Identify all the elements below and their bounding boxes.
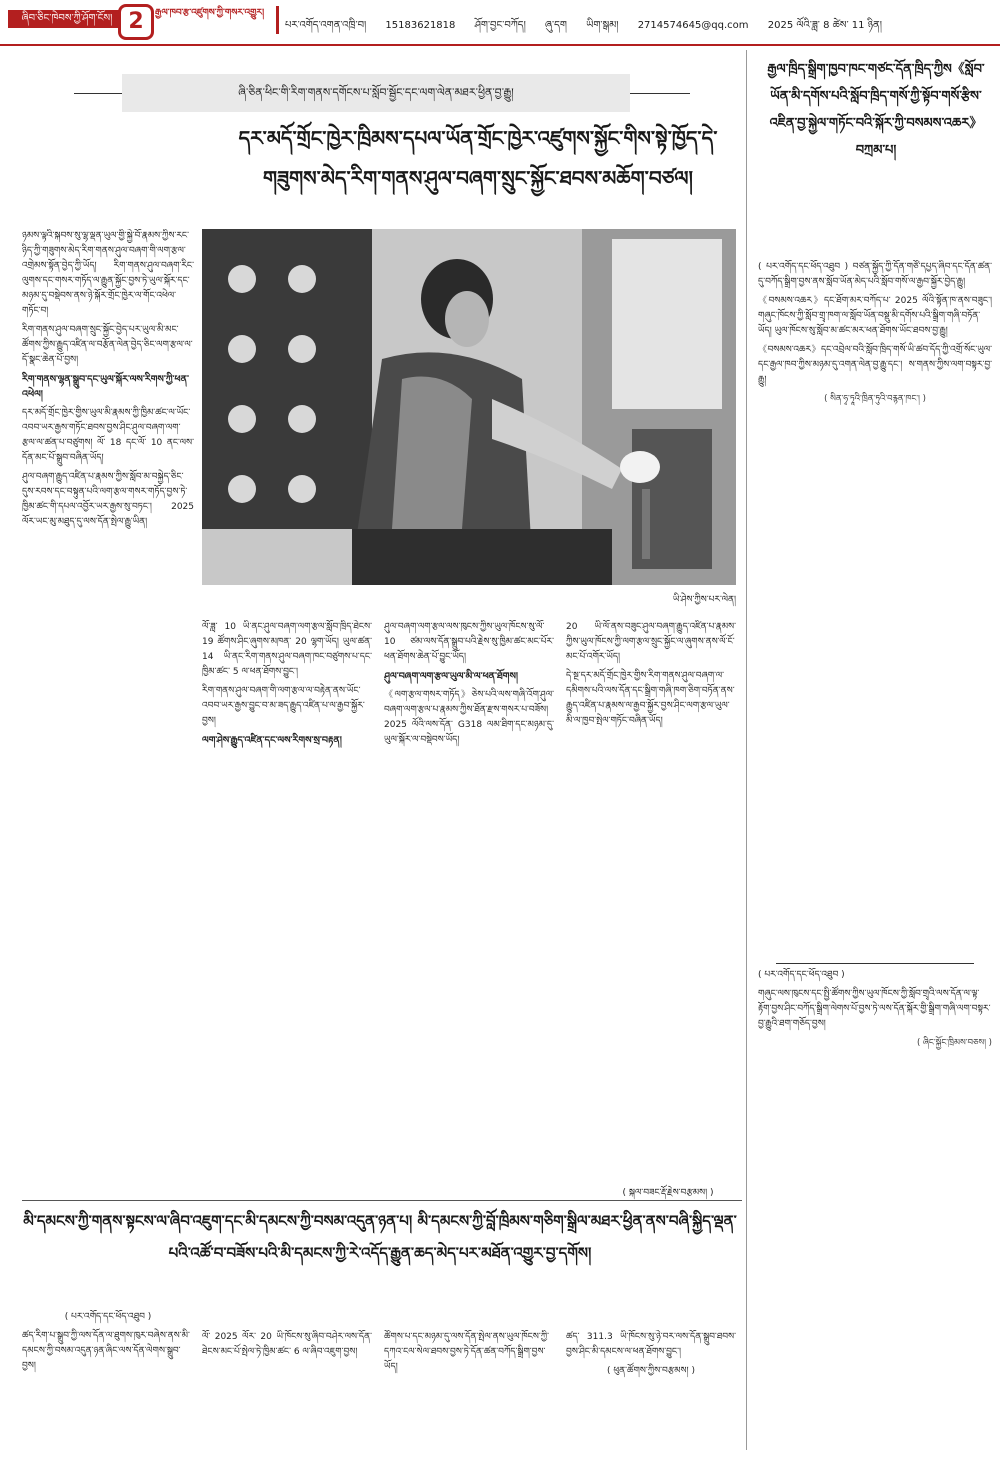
bottom-divider: [22, 1200, 742, 1201]
column-divider: [746, 50, 747, 1450]
photo-caption: ཡི་ཤེས་ཀྱིས་པར་ལེན།: [672, 595, 736, 605]
issue-date: 2025 ལོའི་ཟླ་ 8 ཚེས་ 11 ཉིན།: [767, 20, 882, 31]
lead-subhead: ལག་ཤེས་རྒྱུད་འཛིན་དང་ལས་རིགས་སྲ་བརྟན།: [202, 735, 342, 746]
lead-paragraph: དར་མདོ་གྲོང་ཁྱེར་གྱིས་ཡུལ་མི་རྣམས་ཀྱི་ཁྱིམ་ཚང་ལ་ཡོང་འབབ་ཡར་རྒྱས་གཏོང་ཐབས་བྱས་ཤིང་ཤུལ་བཞག་ལག་རྩལ་ལ་ཚན་པ་བཙུགས། ལོ་ 18 དང་ལོ་ 10 ནང་ལས་དོན་མང་པོ་སྒྲུབ་བཞིན་ཡོད།: [22, 408, 194, 463]
bottom-article-headline: མི་དམངས་ཀྱི་གནས་སྟངས་ལ་ཞིབ་འཇུག་དང་མི་དམངས་ཀྱི་བསམ་འདུན་ཉན་པ། མི་དམངས་ཀྱི་བློ་ཁྲིམས་གཅིག་སྒྲིལ་མཐར་ཕྱིན་ནས་བཞི་སྐྱིད་ལྡན་པའི་འཚོ་བ་བཟོས་པའི་མི་དམངས་ཀྱི་རེ་འདོད་རྒྱུན་ཆད་མེད་པར་མཐོན་འགྱུར་བྱ་དགོས།: [23, 1212, 737, 1262]
kicker-rule-left: [74, 93, 122, 94]
email: 2714574645@qq.com: [637, 20, 749, 31]
lead-kicker: ཞི་ཅིན་ཕིང་གི་རིག་གནས་དགོངས་པ་སློབ་སྦྱོང་དང་ལག་ལེན་མཐར་ཕྱིན་བྱ་རྒྱུ།: [122, 74, 630, 112]
bottom-column-d: [566, 1330, 736, 1450]
section-title: རྒྱལ་ཁབ་རྩ་འཛུགས་ཀྱི་གསར་འགྱུར།: [155, 8, 265, 18]
lead-subhead: རིག་གནས་ལྷན་སྒྲུབ་དང་ཡུལ་སྐོར་ལས་རིགས་ཀྱི་ཕན་འཕེལ།: [22, 374, 189, 400]
lead-column-d: [566, 620, 736, 1100]
editor-label: པར་འགོད་འགན་འཁྲི་བ།: [285, 20, 367, 31]
bottom-column-c: [384, 1330, 554, 1450]
page-number-badge: 2: [118, 4, 154, 40]
lead-paragraph: རིག་གནས་ཤུལ་བཞག་གི་ལག་རྩལ་ལ་བརྟེན་ནས་ཡོང་འབབ་ཡར་རྒྱས་བྱུང་བ་མ་ཟད་རྒྱུད་འཛིན་པ་ལ་རྒྱབ་སྐྱོར་བྱས།: [202, 686, 365, 726]
lead-photo-image: [202, 229, 736, 585]
bottom-column-a: [22, 1310, 194, 1450]
header-info: [285, 14, 995, 42]
lead-paragraph: ཤུལ་བཞག་ལག་རྩལ་ལས་ཁུངས་ཀྱིས་ཡུལ་ཁོངས་སུ་ལོ་ 10 ཙམ་ལས་དོན་སྒྲུབ་པའི་རྗེས་སུ་ཁྱིམ་ཚང་མང་པོར་ཕན་ཐོགས་ཆེན་པོ་བྱུང་ཡོད།: [384, 622, 554, 662]
lead-headline-line-2: གཟུགས་མེད་རིག་གནས་ཤུལ་བཞག་སྲུང་སྐྱོང་ཐབས་མཆོག་བཙལ།: [263, 166, 693, 190]
editor-phone: 15183621818: [385, 20, 456, 31]
brief-divider: [776, 963, 974, 964]
lead-paragraph: ཉམས་ལྟའི་སྐབས་སུ་ལྷ་ལྡན་ཡུལ་གྱི་སྐྱེ་བོ་རྣམས་ཀྱིས་རང་ཉིད་ཀྱི་གཟུགས་མེད་རིག་གནས་ཤུལ་བཞག་གི་ལག་རྩལ་འགྲེམས་སྟོན་བྱེད་ཀྱི་ཡོད། རིག་གནས་ཤུལ་བཞག་རིང་ལུགས་དང་གསར་གཏོད་ལ་རྒྱུན་སྐྱོང་བྱས་ཏེ་ཡུལ་སྐོར་དང་མཉམ་དུ་བསྡེབས་ནས་ཉེ་སྐོར་གྲོང་ཁྱེར་ལ་གོང་འཕེལ་གཏོང་བ།: [22, 231, 194, 316]
header-divider: [276, 6, 279, 34]
right-brief-lead: ( པར་འགོད་དང་ཕོད་འཐུབ ): [758, 970, 845, 980]
bottom-lead: ( པར་འགོད་དང་ཕོད་འཐུབ ): [64, 1312, 152, 1322]
right-paragraph: 《བསམས་འཆར》དང་ཐོག་མར་བཀོད་པ་ 2025 ལོའི་སྟོན་ཁ་ནས་བཟུང་། གཞུང་ཁོངས་ཀྱི་སློབ་གྲྭ་ཁག་ལ་སློབ་ཡོན་བསྡུ་མི་དགོས་པའི་སྒྲིག་གཞི་བཏོན་ཡོད། ཡུལ་ཁོངས་སུ་སློབ་མ་ཚང་མར་ཕན་ཐོགས་ཡོང་ཐབས་བྱ་རྒྱུ།: [758, 296, 992, 336]
right-article-body: [758, 260, 992, 950]
right-paragraph: 《བསམས་འཆར》དང་འབྲེལ་བའི་སློབ་ཁྲིད་གསོ་ཡི་ཚབ་དོད་ཀྱི་འགྲོ་སོང་ཡུལ་དང་རྒྱལ་ཁབ་ཀྱིས་མཉམ་དུ་འགན་ལེན་བྱ་རྒྱུ་དང་། ས་གནས་ཀྱིས་ལག་བསྟར་བྱ་རྒྱུ།: [758, 345, 992, 385]
right-article-byline: ( སིན་ཧྭ་ཏཱའི་ཁྲིན་ཏུའི་བརྙན་ཁང་། ): [824, 394, 926, 404]
lead-paragraph: 《ལག་རྩལ་གསར་གཏོད》ཅེས་པའི་ལས་གཞི་འོག་ཤུལ་བཞག་ལག་རྩལ་པ་རྣམས་ཀྱིས་ཐོན་རྫས་གསར་པ་བཟོས། 2025 ལོའི་ལས་དོན་ G318 ལམ་ཐིག་དང་མཉམ་དུ་ཡུལ་སྐོར་ལ་བསྡེབས་ཡོད།: [384, 690, 554, 745]
lead-paragraph: 20 ཡི་ལོ་ནས་བཟུང་ཤུལ་བཞག་རྒྱུད་འཛིན་པ་རྣམས་ཀྱིས་ཡུལ་ཁོངས་ཀྱི་ལག་རྩལ་སྲུང་སྐྱོང་ལ་ཞུགས་ནས་ལོ་ངོ་མང་པོ་འགོར་ཡོད།: [566, 622, 736, 662]
lead-headline: [198, 118, 758, 198]
bottom-paragraph: ལོ་ 2025 ལོར་ 20 ཡི་ཁོངས་སུ་ཞིབ་བཤེར་ལས་དོན་ཐེངས་མང་པོ་སྤེལ་ཏེ་ཁྱིམ་ཚང་ 6 ལ་ཞིབ་འཇུག་བྱས།: [202, 1332, 372, 1357]
lead-byline: ( སྐལ་བཟང་རྡོ་རྗེས་བརྩམས། ): [622, 1188, 714, 1198]
right-article-headline: རྒྱལ་ཁྲིད་སྒྲིག་ཁྱབ་ཁང་གཙང་དོན་ཁྲིད་ཀྱིས《སློབ་ཡོན་མི་དགོས་པའི་སློབ་ཁྲིད་གསོ་ཀྱི་སྟོབ་གསོ་རྩིས་འཇིན་བྱ་སྐྱེལ་གཏོང་བའི་སྐོར་ཀྱི་བསམས་འཆར》བཀྲམ་པ།: [767, 62, 985, 158]
lead-paragraph: རིག་གནས་ཤུལ་བཞག་སྲུང་སྐྱོང་བྱེད་པར་ཡུལ་མི་མང་ཚོགས་ཀྱིས་རྒྱུད་འཛིན་ལ་བརྩོན་ལེན་བྱེད་ཅིང་ལག་རྩལ་ལ་དོ་སྣང་ཆེན་པོ་བྱས།: [22, 325, 193, 365]
lead-subhead: ཤུལ་བཞག་ལག་རྩལ་ཡུལ་མི་ལ་ཕན་ཐོགས།: [384, 671, 518, 682]
kicker-rule-right: [630, 93, 690, 94]
right-brief-paragraph: གཞུང་ལས་ཁུངས་དང་སྤྱི་ཚོགས་ཀྱིས་ཡུལ་ཁོངས་ཀྱི་སློབ་གྲྭའི་ལས་དོན་ལ་ལྟ་རྟོག་བྱས་ཤིང་བཀོད་སྒྲིག་ལེགས་པོ་བྱས་ཏེ་ལས་དོན་སྐོར་གྱི་སྒྲིག་གཞི་ལག་བསྟར་བྱ་རྒྱུའི་ཐག་གཅོད་བྱས།: [758, 989, 991, 1029]
right-brief-byline: ( ཞིང་སྐྱོང་ཁྲིམས་བཅས། ): [916, 1038, 992, 1048]
bottom-byline: ( ཕུན་ཚོགས་ཀྱིས་བརྩམས། ): [607, 1366, 695, 1376]
lead-paragraph: ལོ་ཟླ་ 10 ཡི་ནང་ཤུལ་བཞག་ལག་རྩལ་སློབ་ཁྲིད་ཐེངས་ 19 ཚོགས་ཤིང་ཞུགས་མཁན་ 20 ལྷག་ཡོད། ཡུལ་ཚན་ 14 ཡི་ནང་རིག་གནས་ཤུལ་བཞག་ཁང་བཙུགས་པ་དང་ཁྱིམ་ཚང་ 5 ལ་ཕན་ཐོགས་བྱུང་།: [202, 622, 372, 677]
email-label: ཡིག་སྒམ།: [586, 20, 619, 31]
lead-paragraph: དེ་སྔ་དར་མདོ་གྲོང་ཁྱེར་གྱིས་རིག་གནས་ཤུལ་བཞག་ལ་དམིགས་པའི་ལས་དོན་དང་སྒྲིག་གཞི་ཁག་ཅིག་བཏོན་ནས་རྒྱུད་འཛིན་པ་རྣམས་ལ་རྒྱབ་སྐྱོར་བྱས་ཤིང་ལག་རྩལ་ཡུལ་མི་ལ་ཁྱབ་སྤེལ་གཏོང་བཞིན་ཡོད།: [566, 671, 735, 726]
right-brief-body: [758, 968, 992, 1438]
bottom-paragraph: ཚོགས་པ་དང་མཉམ་དུ་ལས་དོན་སྤེལ་ནས་ཡུལ་ཁོངས་ཀྱི་དཀའ་ངལ་སེལ་ཐབས་བྱས་ཏེ་དོན་ཚན་བཀོད་སྒྲིག་བྱས་ཡོད།: [384, 1332, 549, 1372]
lead-photo: [202, 229, 736, 585]
lead-paragraph: ཤུལ་བཞག་རྒྱུད་འཛིན་པ་རྣམས་ཀྱིས་སློབ་མ་བསྐྱེད་ཅིང་དུས་རབས་དང་བསྟུན་པའི་ལག་རྩལ་གསར་གཏོད་བྱས་ཏེ་ཁྱིམ་ཚང་གི་དཔལ་འབྱོར་ཡར་རྒྱས་སུ་བཏང་། 2025 ལོར་ཡང་མུ་མཐུད་དུ་ལས་དོན་སྤེལ་རྒྱུ་ཡིན།: [22, 472, 194, 527]
lead-column-a: [22, 229, 194, 1101]
proof-label: ཞུ་དག: [544, 20, 567, 31]
lead-column-c: [384, 620, 554, 1100]
bottom-column-b: [202, 1330, 372, 1450]
newspaper-logo: ཞིབ་ཅིང་ཁེབས་ཀྱི་ཤོག་ངོས།: [8, 10, 126, 28]
bottom-paragraph: ཚད་ 311.3 ཡི་ཁོངས་སུ་ཉེ་བར་ལས་དོན་སྒྲུབ་ཐབས་བྱས་ཤིང་མི་དམངས་ལ་ཕན་ཐོགས་བྱུང་།: [566, 1332, 736, 1357]
lead-headline-line-1: དར་མདོ་གྲོང་ཁྱེར་ཁྲིམས་དཔལ་ཡོན་གྲོང་ཁྱེར་འཛུགས་སྐྱོང་གིས་སྟེ་ཁྱོད་དེ་: [238, 126, 718, 150]
lead-column-b: [202, 620, 372, 1100]
right-paragraph: ( པར་འགོད་དང་ཕོད་འཐུབ ) བཙན་སྐྱོད་ཀྱི་དོན་གཙོ་དཔྱད་ཞིབ་དང་དོན་ཚན་དུ་བཀོད་སྒྲིག་བྱས་ནས་སློབ་ཡོན་མེད་པའི་སློབ་གསོ་ལ་རྒྱབ་སྐྱོར་བྱེད་རྒྱུ།: [758, 262, 992, 287]
designer-label: ཤོག་བྱང་བཀོད།: [474, 20, 526, 31]
bottom-paragraph: ཚད་རིག་པ་སྒྲུབ་ཀྱི་ལས་དོན་ལ་ཐུགས་ཁུར་བཞེས་ནས་མི་དམངས་ཀྱི་བསམ་འདུན་ཉན་ཞིང་ལས་དོན་ལེགས་སྒྲུབ་བྱས།: [22, 1331, 190, 1371]
